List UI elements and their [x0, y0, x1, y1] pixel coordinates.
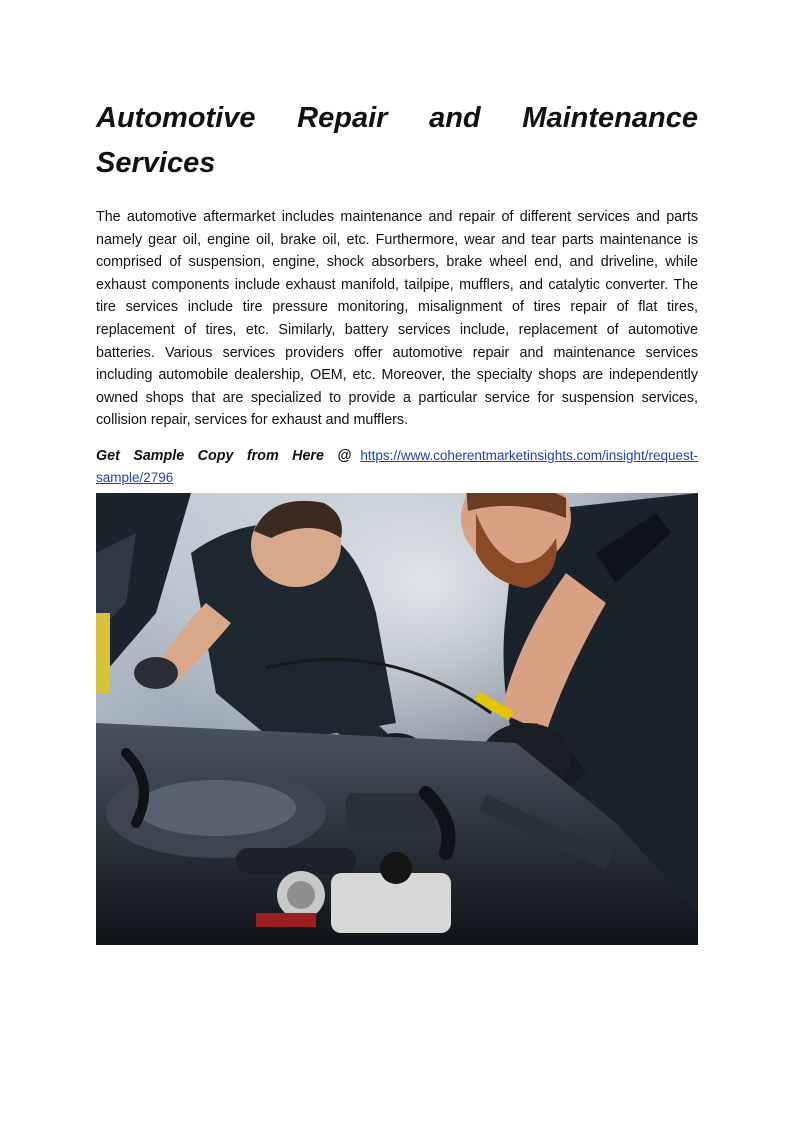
title-word: Repair [297, 102, 388, 134]
sample-copy-label: Get Sample Copy from Here @ [96, 447, 352, 464]
title-word: and [429, 102, 481, 134]
mechanics-photo-illustration [96, 493, 698, 945]
mechanics-photo [96, 493, 698, 945]
document-page [96, 96, 698, 489]
document-title [96, 96, 698, 186]
title-line-1 [96, 96, 698, 141]
body-paragraph: The automotive aftermarket includes maintenance and repair of different services and parts namely gear oil, engine oil, brake oil, etc. Furthermore, wear and tear parts maintenance is comprised of suspension, engine, shock absorbers, brake wheel end, and driveline, while exhaust components include exhaust manifold, tailpipe, mufflers, and catalytic converter. The tire services include tire pressure monitoring, misalignment of tires repair of flat tires, replacement of tires, etc. Similarly, battery services include, replacement of automotive batteries. Various services providers offer automotive repair and maintenance services including automobile dealership, OEM, etc. Moreover, the specialty shops are independently owned shops that are specialized to provide a particular service for suspension services, collision repair, services for exhaust and mufflers. [96, 209, 698, 429]
title-word: Maintenance [522, 102, 698, 134]
title-line-2: Services [96, 147, 216, 179]
sample-copy-line [96, 445, 698, 489]
title-word: Automotive [96, 102, 256, 134]
sample-copy-link[interactable]: https://www.coherentmarketinsights.com/insight/request-sample/2796 [96, 447, 699, 485]
